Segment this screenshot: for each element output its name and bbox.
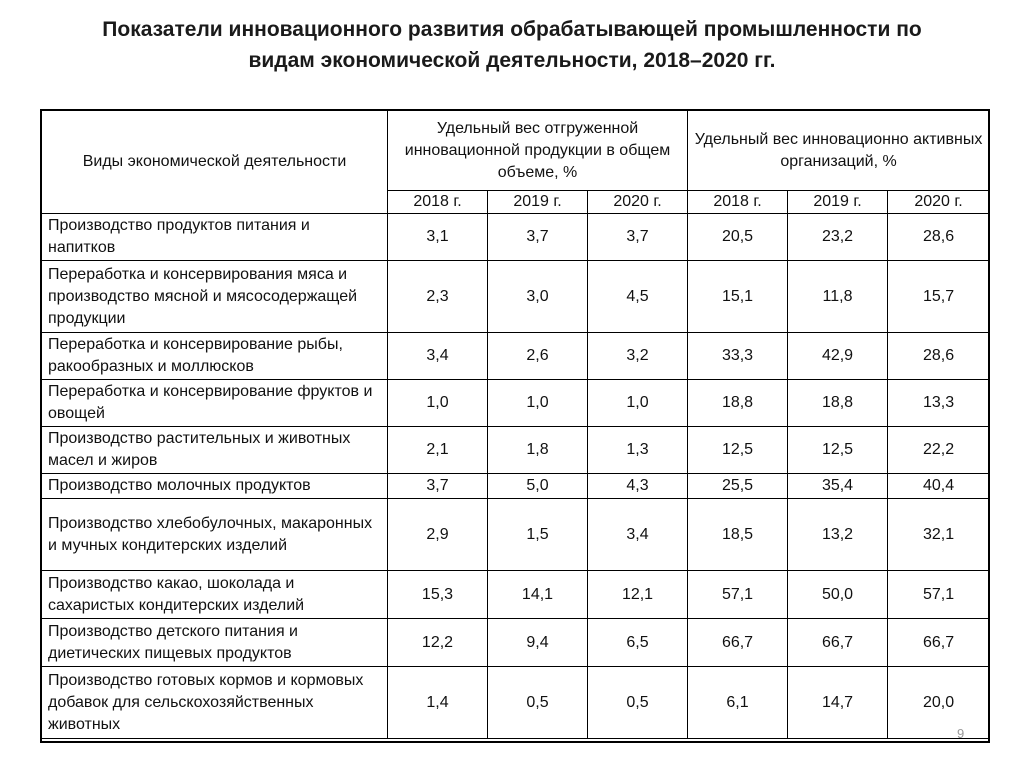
value-cell: 33,3 bbox=[688, 333, 788, 380]
value-cell: 2,6 bbox=[488, 333, 588, 380]
table-row bbox=[42, 667, 990, 739]
value-cell: 11,8 bbox=[788, 261, 888, 333]
activity-name: Производство детского питания и диетических пищевых продуктов bbox=[42, 619, 388, 667]
header-shipped-share: Удельный вес отгруженной инновационной продукции в общем объеме, % bbox=[388, 111, 688, 191]
value-cell: 66,7 bbox=[688, 619, 788, 667]
value-cell: 40,4 bbox=[888, 474, 990, 499]
activity-name: Производство хлебобулочных, макаронных и мучных кондитерских изделий bbox=[42, 499, 388, 571]
table-row bbox=[42, 380, 990, 427]
value-cell: 12,1 bbox=[588, 571, 688, 619]
value-cell: 66,7 bbox=[888, 619, 990, 667]
page-title bbox=[40, 14, 984, 76]
value-cell: 12,5 bbox=[788, 427, 888, 474]
value-cell: 3,0 bbox=[488, 261, 588, 333]
value-cell: 15,7 bbox=[888, 261, 990, 333]
year-header: 2018 г. bbox=[388, 191, 488, 214]
title-line-1: Показатели инновационного развития обрабатывающей промышленности по bbox=[102, 18, 922, 41]
value-cell: 3,7 bbox=[588, 214, 688, 261]
value-cell: 20,5 bbox=[688, 214, 788, 261]
value-cell: 3,4 bbox=[388, 333, 488, 380]
value-cell: 25,5 bbox=[688, 474, 788, 499]
page-number: 9 bbox=[957, 726, 965, 741]
value-cell: 6,1 bbox=[688, 667, 788, 739]
value-cell: 35,4 bbox=[788, 474, 888, 499]
table-row bbox=[42, 571, 990, 619]
value-cell: 13,2 bbox=[788, 499, 888, 571]
title-line-2: видам экономической деятельности, 2018–2020 гг. bbox=[248, 49, 776, 72]
value-cell: 50,0 bbox=[788, 571, 888, 619]
value-cell: 32,1 bbox=[888, 499, 990, 571]
value-cell: 4,5 bbox=[588, 261, 688, 333]
value-cell: 12,5 bbox=[688, 427, 788, 474]
table-row bbox=[42, 474, 990, 499]
value-cell: 15,1 bbox=[688, 261, 788, 333]
value-cell: 3,7 bbox=[488, 214, 588, 261]
value-cell: 3,7 bbox=[388, 474, 488, 499]
activity-name: Производство молочных продуктов bbox=[42, 474, 388, 499]
table-row bbox=[42, 427, 990, 474]
value-cell: 20,0 bbox=[888, 667, 990, 739]
table-row bbox=[42, 619, 990, 667]
activity-name: Переработка и консервирования мяса и производство мясной и мясосодержащей продукции bbox=[42, 261, 388, 333]
value-cell: 3,1 bbox=[388, 214, 488, 261]
activity-name: Производство какао, шоколада и сахаристых кондитерских изделий bbox=[42, 571, 388, 619]
value-cell: 9,4 bbox=[488, 619, 588, 667]
value-cell: 23,2 bbox=[788, 214, 888, 261]
value-cell: 28,6 bbox=[888, 214, 990, 261]
value-cell: 18,8 bbox=[688, 380, 788, 427]
value-cell: 1,8 bbox=[488, 427, 588, 474]
value-cell: 1,3 bbox=[588, 427, 688, 474]
table-row bbox=[42, 499, 990, 571]
value-cell: 12,2 bbox=[388, 619, 488, 667]
activity-name: Переработка и консервирование фруктов и овощей bbox=[42, 380, 388, 427]
value-cell: 18,5 bbox=[688, 499, 788, 571]
value-cell: 2,9 bbox=[388, 499, 488, 571]
value-cell: 2,1 bbox=[388, 427, 488, 474]
value-cell: 22,2 bbox=[888, 427, 990, 474]
year-header: 2020 г. bbox=[588, 191, 688, 214]
table-row bbox=[42, 214, 990, 261]
year-header: 2020 г. bbox=[888, 191, 990, 214]
value-cell: 57,1 bbox=[888, 571, 990, 619]
value-cell: 0,5 bbox=[488, 667, 588, 739]
table-row bbox=[42, 333, 990, 380]
activity-name: Производство растительных и животных масел и жиров bbox=[42, 427, 388, 474]
year-header: 2018 г. bbox=[688, 191, 788, 214]
value-cell: 28,6 bbox=[888, 333, 990, 380]
header-activity: Виды экономической деятельности bbox=[42, 111, 388, 214]
value-cell: 1,4 bbox=[388, 667, 488, 739]
value-cell: 42,9 bbox=[788, 333, 888, 380]
value-cell: 0,5 bbox=[588, 667, 688, 739]
value-cell: 1,0 bbox=[388, 380, 488, 427]
value-cell: 15,3 bbox=[388, 571, 488, 619]
value-cell: 3,4 bbox=[588, 499, 688, 571]
value-cell: 5,0 bbox=[488, 474, 588, 499]
value-cell: 1,0 bbox=[588, 380, 688, 427]
value-cell: 18,8 bbox=[788, 380, 888, 427]
value-cell: 1,5 bbox=[488, 499, 588, 571]
header-active-orgs-share: Удельный вес инновационно активных организаций, % bbox=[688, 111, 990, 191]
value-cell: 4,3 bbox=[588, 474, 688, 499]
value-cell: 1,0 bbox=[488, 380, 588, 427]
activity-name: Производство продуктов питания и напитков bbox=[42, 214, 388, 261]
year-header: 2019 г. bbox=[488, 191, 588, 214]
value-cell: 14,7 bbox=[788, 667, 888, 739]
value-cell: 14,1 bbox=[488, 571, 588, 619]
value-cell: 3,2 bbox=[588, 333, 688, 380]
activity-name: Переработка и консервирование рыбы, ракообразных и моллюсков bbox=[42, 333, 388, 380]
activity-name: Производство готовых кормов и кормовых добавок для сельскохозяйственных животных bbox=[42, 667, 388, 739]
value-cell: 2,3 bbox=[388, 261, 488, 333]
table-row bbox=[42, 261, 990, 333]
innovation-table bbox=[41, 110, 990, 739]
value-cell: 66,7 bbox=[788, 619, 888, 667]
value-cell: 6,5 bbox=[588, 619, 688, 667]
value-cell: 57,1 bbox=[688, 571, 788, 619]
year-header: 2019 г. bbox=[788, 191, 888, 214]
value-cell: 13,3 bbox=[888, 380, 990, 427]
